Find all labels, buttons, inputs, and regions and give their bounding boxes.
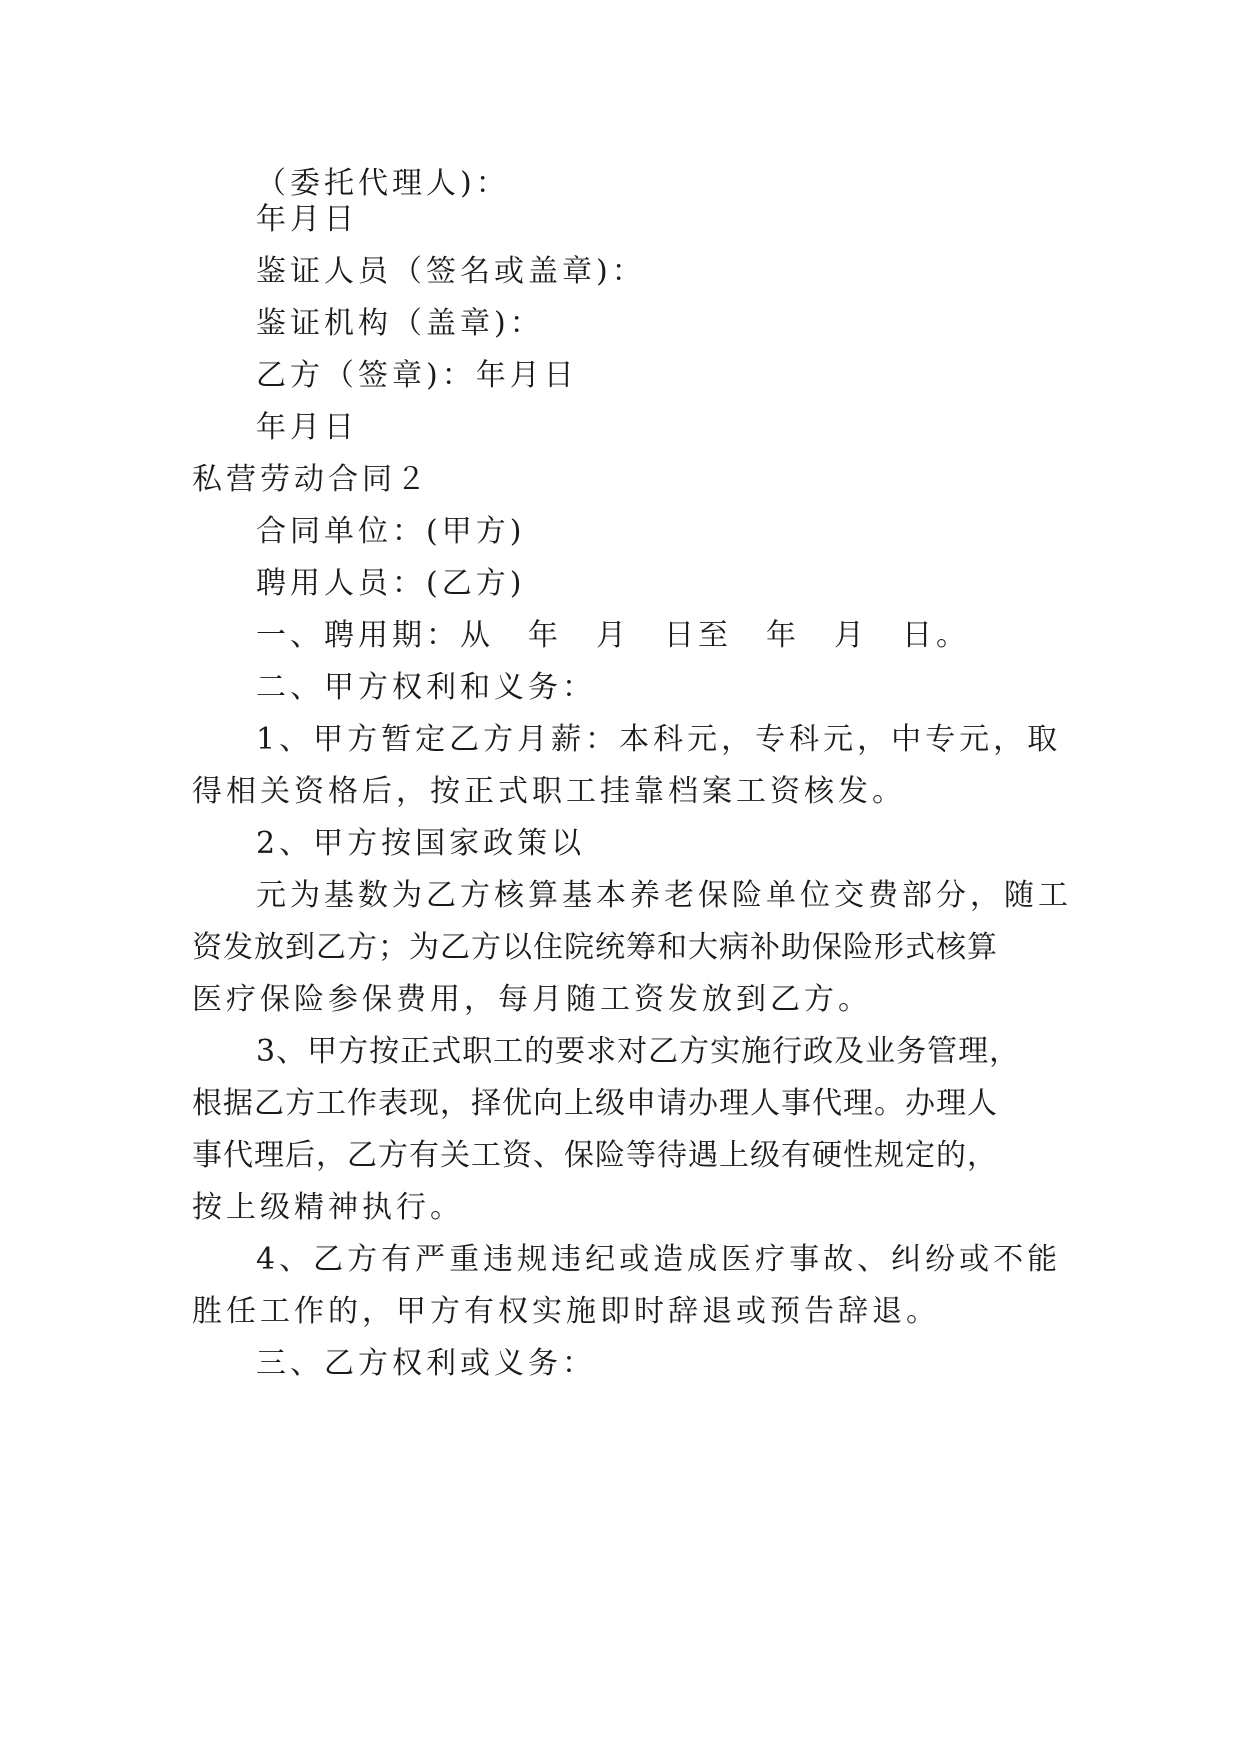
paragraph-line: 资发放到乙方；为乙方以住院统筹和大病补助保险形式核算 <box>192 930 998 965</box>
paragraph-line: 3、甲方按正式职工的要求对乙方实施行政及业务管理， <box>256 1034 1021 1069</box>
paragraph-line: 2、甲方按国家政策以 <box>256 826 586 861</box>
text-line-agent: （委托代理人)： <box>256 166 510 201</box>
text-line-employer: 合同单位：(甲方) <box>256 514 526 549</box>
paragraph-line: 医疗保险参保费用，每月随工资发放到乙方。 <box>192 982 872 1017</box>
text-line-witness-person: 鉴证人员（签名或盖章)： <box>256 254 646 289</box>
text-line-date: 年月日 <box>256 410 358 445</box>
paragraph-line: 按上级精神执行。 <box>192 1190 464 1225</box>
paragraph-line: 4、乙方有严重违规违纪或造成医疗事故、纠纷或不能 <box>256 1242 1062 1277</box>
text-line-party-b-sign: 乙方（签章)：年月日 <box>256 358 578 393</box>
clause-term: 一、聘用期：从 年 月 日至 年 月 日。 <box>256 618 970 653</box>
paragraph-line: 根据乙方工作表现，择优向上级申请办理人事代理。办理人 <box>192 1086 998 1121</box>
clause-heading-party-a: 二、甲方权利和义务： <box>256 670 596 705</box>
paragraph-line: 胜任工作的，甲方有权实施即时辞退或预告辞退。 <box>192 1294 940 1329</box>
paragraph-line: 元为基数为乙方核算基本养老保险单位交费部分，随工 <box>256 878 1072 913</box>
clause-heading-party-b: 三、乙方权利或义务： <box>256 1346 596 1381</box>
text-line-employee: 聘用人员：(乙方) <box>256 566 526 601</box>
paragraph-line: 得相关资格后，按正式职工挂靠档案工资核发。 <box>192 774 906 809</box>
text-line-date: 年月日 <box>256 202 358 237</box>
section-title: 私营劳动合同２ <box>192 462 430 497</box>
paragraph-line: 事代理后，乙方有关工资、保险等待遇上级有硬性规定的， <box>192 1138 998 1173</box>
text-line-witness-org: 鉴证机构（盖章)： <box>256 306 544 341</box>
paragraph-line: 1、甲方暂定乙方月薪：本科元，专科元，中专元，取 <box>256 722 1062 757</box>
